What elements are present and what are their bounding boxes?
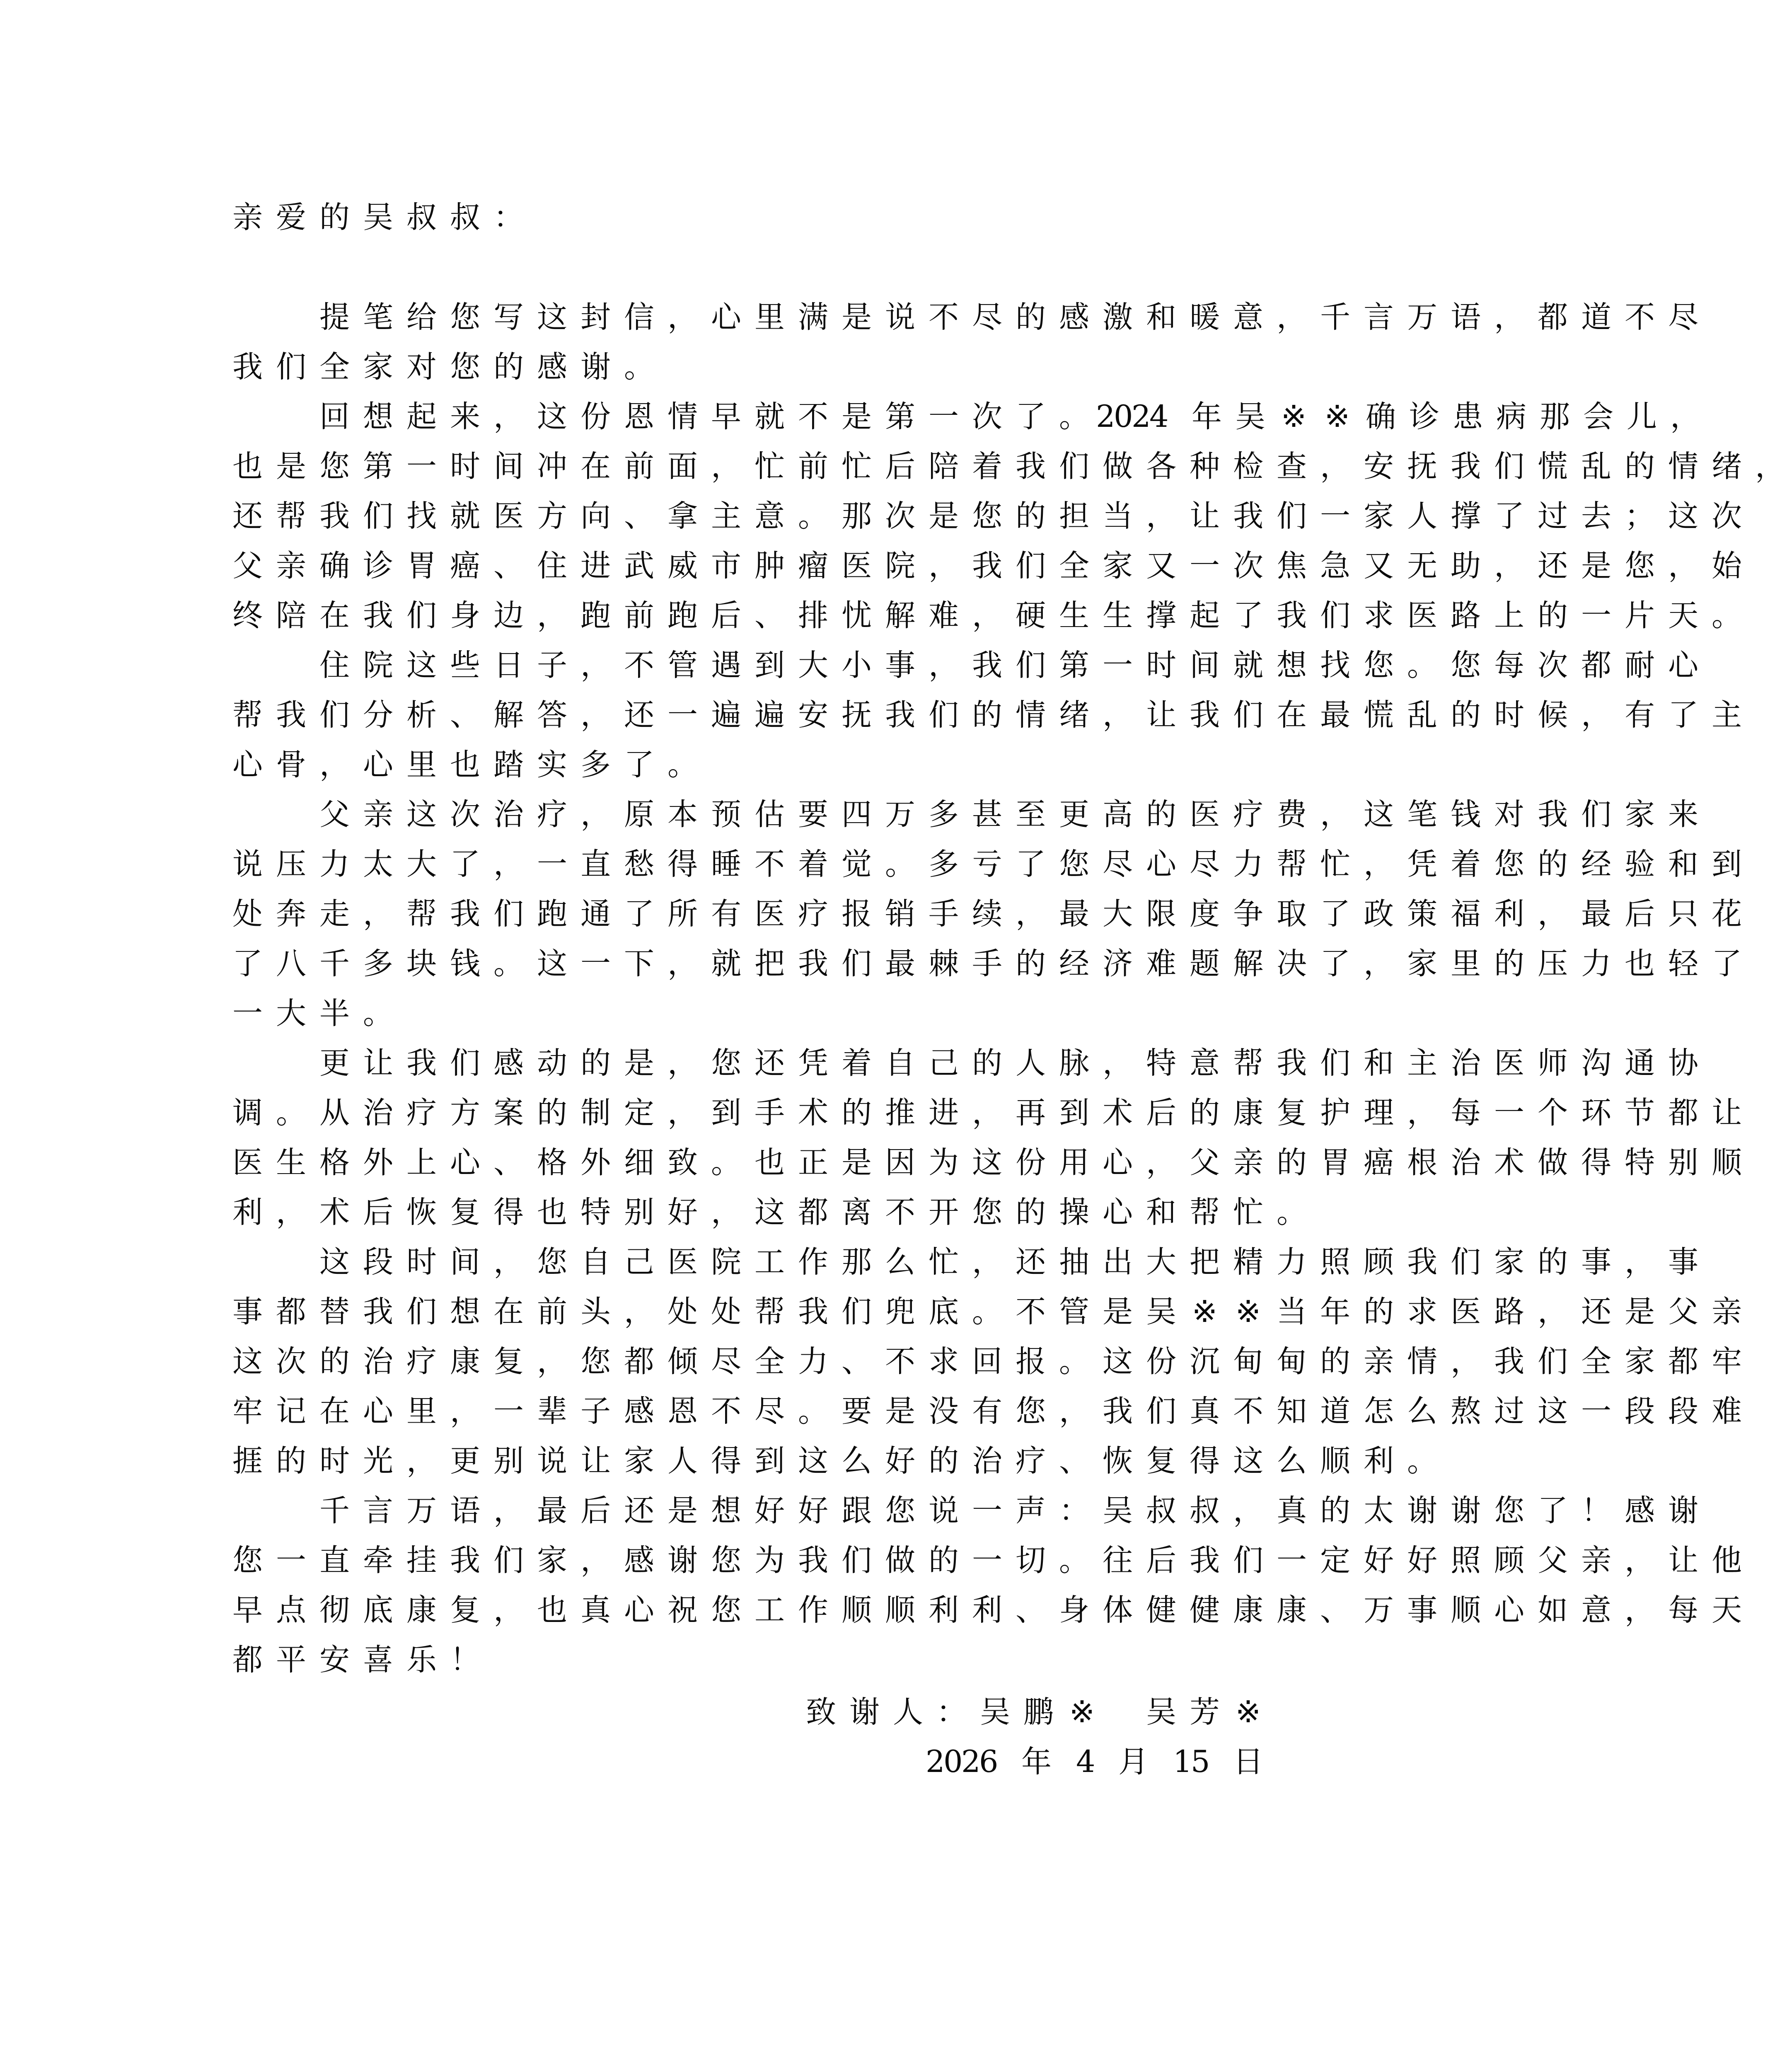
paragraph bbox=[226, 1237, 1742, 1486]
text-line: 心 骨 ， 心 里 也 踏 实 多 了 。 bbox=[232, 747, 698, 782]
text-line: 医 生 格 外 上 心 、 格 外 细 致 。 也 正 是 因 为 这 份 用 心 ， 父 亲 的 胃 癌 根 治 术 做 得 特 别 顺 bbox=[232, 1145, 1742, 1180]
signature: 致 谢 人 ： 吴 鹏 ※ 吴 芳 ※ bbox=[806, 1694, 1261, 1730]
text-line: 还 帮 我 们 找 就 医 方 向 、 拿 主 意 。 那 次 是 您 的 担 当 ， 让 我 们 一 家 人 撑 了 过 去 ； 这 次 bbox=[232, 499, 1742, 534]
text-line: 说 压 力 太 大 了 ， 一 直 愁 得 睡 不 着 觉 。 多 亏 了 您 尽 心 尽 力 帮 忙 ， 凭 着 您 的 经 验 和 到 bbox=[232, 847, 1742, 882]
letter-body bbox=[226, 193, 1785, 1787]
paragraph bbox=[226, 790, 1742, 1038]
text-line: 一 大 半 。 bbox=[232, 996, 393, 1031]
letter-date: 2026 年 4 月 15 日 bbox=[926, 1744, 1263, 1779]
salutation: 亲 爱 的 吴 叔 叔 ： bbox=[232, 200, 524, 235]
text-line: 住 院 这 些 日 子 ， 不 管 遇 到 大 小 事 ， 我 们 第 一 时 间 就 想 找 您 。 您 每 次 都 耐 心 bbox=[319, 648, 1698, 683]
text-line: 调 。 从 治 疗 方 案 的 制 定 ， 到 手 术 的 推 进 ， 再 到 术 后 的 康 复 护 理 ， 每 一 个 环 节 都 让 bbox=[232, 1095, 1742, 1130]
blank-line bbox=[226, 242, 1270, 293]
text-line: 也 是 您 第 一 时 间 冲 在 前 面 ， 忙 前 忙 后 陪 着 我 们 做 各 种 检 查 ， 安 抚 我 们 慌 乱 的 情 绪 ， bbox=[232, 449, 1785, 484]
text-line: 早 点 彻 底 康 复 ， 也 真 心 祝 您 工 作 顺 顺 利 利 、 身 体 健 健 康 康 、 万 事 顺 心 如 意 ， 每 天 bbox=[232, 1593, 1742, 1628]
text-line: 回 想 起 来 ， 这 份 恩 情 早 就 不 是 第 一 次 了 。 2024 年 吴 ※ ※ 确 诊 患 病 那 会 儿 ， bbox=[319, 399, 1700, 434]
text-line: 都 平 安 喜 乐 ！ bbox=[232, 1642, 480, 1677]
text-line: 了 八 千 多 块 钱 。 这 一 下 ， 就 把 我 们 最 棘 手 的 经 济 难 题 解 决 了 ， 家 里 的 压 力 也 轻 了 bbox=[232, 946, 1742, 981]
text-line: 父 亲 这 次 治 疗 ， 原 本 预 估 要 四 万 多 甚 至 更 高 的 医 疗 费 ， 这 笔 钱 对 我 们 家 来 bbox=[319, 797, 1698, 832]
text-line: 您 一 直 牵 挂 我 们 家 ， 感 谢 您 为 我 们 做 的 一 切 。 往 后 我 们 一 定 好 好 照 顾 父 亲 ， 让 他 bbox=[232, 1543, 1742, 1578]
text-line: 提 笔 给 您 写 这 封 信 ， 心 里 满 是 说 不 尽 的 感 激 和 暖 意 ， 千 言 万 语 ， 都 道 不 尽 bbox=[319, 300, 1698, 335]
text-line: 利 ， 术 后 恢 复 得 也 特 别 好 ， 这 都 离 不 开 您 的 操 心 和 帮 忙 。 bbox=[232, 1195, 1307, 1230]
paragraph bbox=[226, 392, 1785, 641]
text-line: 我 们 全 家 对 您 的 感 谢 。 bbox=[232, 349, 654, 385]
text-line: 这 段 时 间 ， 您 自 己 医 院 工 作 那 么 忙 ， 还 抽 出 大 把 精 力 照 顾 我 们 家 的 事 ， 事 bbox=[319, 1244, 1698, 1280]
paragraph bbox=[226, 293, 1698, 392]
text-line: 捱 的 时 光 ， 更 别 说 让 家 人 得 到 这 么 好 的 治 疗 、 恢 复 得 这 么 顺 利 。 bbox=[232, 1443, 1437, 1479]
paragraph-list bbox=[226, 293, 1785, 1685]
text-line: 牢 记 在 心 里 ， 一 辈 子 感 恩 不 尽 。 要 是 没 有 您 ， 我 们 真 不 知 道 怎 么 熬 过 这 一 段 段 难 bbox=[232, 1394, 1742, 1429]
text-line: 父 亲 确 诊 胃 癌 、 住 进 武 威 市 肿 瘤 医 院 ， 我 们 全 家 又 一 次 焦 急 又 无 助 ， 还 是 您 ， 始 bbox=[232, 548, 1742, 583]
text-line: 终 陪 在 我 们 身 边 ， 跑 前 跑 后 、 排 忧 解 难 ， 硬 生 生 撑 起 了 我 们 求 医 路 上 的 一 片 天 。 bbox=[232, 598, 1742, 633]
text-line: 更 让 我 们 感 动 的 是 ， 您 还 凭 着 自 己 的 人 脉 ， 特 意 帮 我 们 和 主 治 医 师 沟 通 协 bbox=[319, 1046, 1698, 1081]
paragraph bbox=[226, 641, 1742, 790]
text-line: 事 都 替 我 们 想 在 前 头 ， 处 处 帮 我 们 兜 底 。 不 管 是 吴 ※ ※ 当 年 的 求 医 路 ， 还 是 父 亲 bbox=[232, 1294, 1742, 1329]
text-line: 处 奔 走 ， 帮 我 们 跑 通 了 所 有 医 疗 报 销 手 续 ， 最 大 限 度 争 取 了 政 策 福 利 ， 最 后 只 花 bbox=[232, 896, 1742, 932]
closing-block bbox=[226, 1687, 1270, 1787]
paragraph bbox=[226, 1486, 1742, 1685]
paragraph bbox=[226, 1038, 1742, 1237]
text-line: 帮 我 们 分 析 、 解 答 ， 还 一 遍 遍 安 抚 我 们 的 情 绪 ， 让 我 们 在 最 慌 乱 的 时 候 ， 有 了 主 bbox=[232, 697, 1742, 733]
text-line: 千 言 万 语 ， 最 后 还 是 想 好 好 跟 您 说 一 声 ： 吴 叔 叔 ， 真 的 太 谢 谢 您 了 ！ 感 谢 bbox=[319, 1493, 1698, 1528]
text-line: 这 次 的 治 疗 康 复 ， 您 都 倾 尽 全 力 、 不 求 回 报 。 这 份 沉 甸 甸 的 亲 情 ， 我 们 全 家 都 牢 bbox=[232, 1344, 1742, 1379]
